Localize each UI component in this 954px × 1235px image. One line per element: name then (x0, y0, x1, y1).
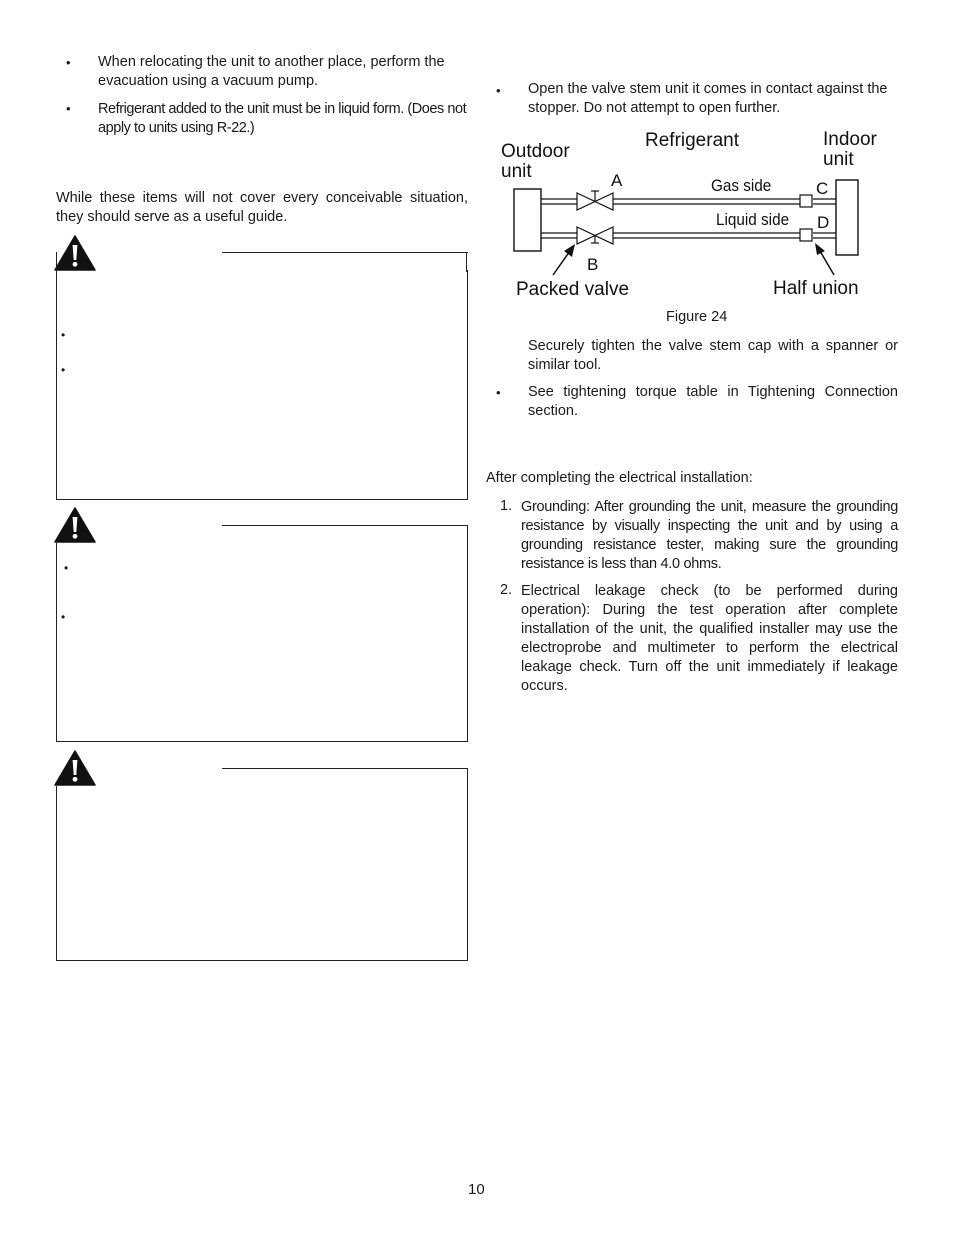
half-union-d-icon (800, 229, 812, 241)
grounding-step-text: Grounding: After grounding the unit, measure the grounding resistance by visually inspecting the unit and by using a grounding resistance tester, making sure the grounding resistance is less than 4.0 ohms. (521, 499, 898, 572)
label-d: D (817, 213, 830, 232)
valve-a-icon (577, 191, 613, 210)
label-b: B (587, 255, 599, 274)
warning-icon (54, 235, 96, 271)
warning-box-right-edge (466, 252, 467, 272)
refrigerant-label: Refrigerant (645, 130, 739, 151)
tighten-cap-text: Securely tighten the valve stem cap with a spanner or similar tool. (528, 338, 898, 373)
packed-valve-label: Packed valve (516, 279, 630, 300)
after-electrical-text: After completing the electrical installation: (486, 470, 753, 486)
warning-box-2 (56, 543, 468, 742)
warning-box-top-rule (222, 252, 468, 253)
label-c: C (816, 179, 829, 198)
bullet-marker: • (496, 83, 501, 98)
half-union-c-icon (800, 195, 812, 207)
liquid-side-label: Liquid side (716, 210, 790, 230)
bullet-marker: • (496, 385, 501, 400)
outdoor-unit-label: Outdoor (501, 141, 570, 162)
outdoor-unit-label-2: unit (501, 161, 532, 182)
warning-icon (54, 750, 96, 786)
warning-box-3 (56, 786, 468, 961)
valve-open-bullet-text: Open the valve stem unit it comes in contact against the stopper. Do not attempt to open further. (528, 81, 888, 116)
outdoor-unit-box (514, 189, 541, 251)
bullet-marker: • (61, 363, 66, 377)
bullet-marker: • (66, 55, 71, 70)
packed-valve-arrow-icon (553, 244, 575, 275)
intro-text: While these items will not cover every conceivable situation, they should serve as a useful guide. (56, 190, 468, 225)
label-a: A (611, 171, 623, 190)
warning-box-1 (56, 270, 468, 500)
indoor-unit-box (836, 180, 858, 255)
leakage-check-step-text: Electrical leakage check (to be performed during operation): During the test operation after complete installation of the unit, the qualified installer may use the electroprobe and multimeter to perform the electrical leakage check. Turn off the unit immediately if leakage occurs. (521, 583, 898, 694)
refrigerant-bullet-text: Refrigerant added to the unit must be in liquid form. (Does not apply to units using R-22.) (98, 101, 467, 136)
valve-b-icon (577, 227, 613, 244)
relocation-bullet-text: When relocating the unit to another place, perform the evacuation using a vacuum pump. (98, 54, 445, 89)
warning-box-left-edge (56, 252, 57, 272)
bullet-marker: • (61, 610, 66, 624)
bullet-marker: • (66, 101, 71, 116)
bullet-marker: • (64, 561, 69, 575)
indoor-unit-label: Indoor (823, 129, 877, 150)
indoor-unit-label-2: unit (823, 149, 854, 170)
page-number: 10 (468, 1181, 485, 1198)
torque-table-bullet-text: See tightening torque table in Tightening Connection section. (528, 384, 898, 419)
half-union-arrow-icon (815, 243, 834, 275)
step-number: 1. (500, 498, 513, 514)
figure-caption: Figure 24 (666, 309, 728, 325)
half-union-label: Half union (773, 278, 859, 299)
step-number: 2. (500, 582, 513, 598)
bullet-marker: • (61, 328, 66, 342)
warning-icon (54, 507, 96, 543)
refrigerant-piping-diagram (495, 120, 905, 310)
gas-side-label: Gas side (711, 176, 772, 196)
